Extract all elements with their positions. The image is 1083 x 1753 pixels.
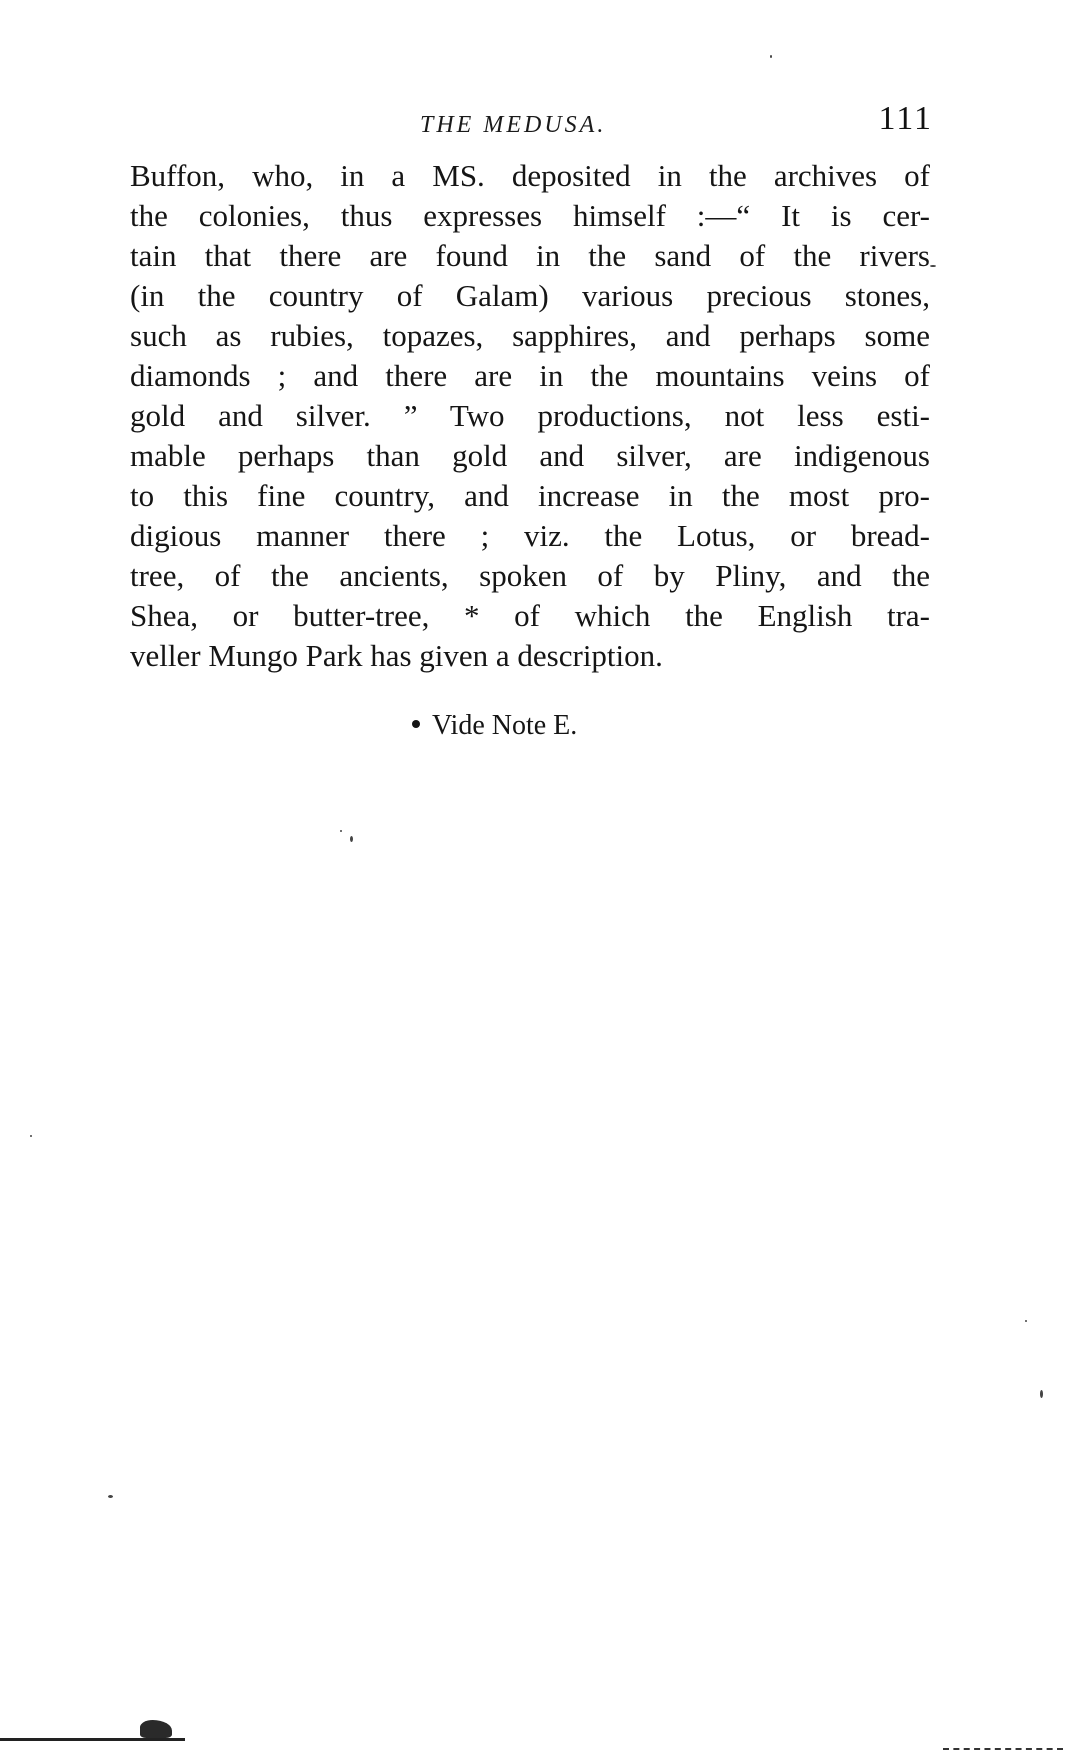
body-line: diamonds ; and there are in the mountains veins of [130,358,930,393]
body-line: tree, of the ancients, spoken of by Pliny, and the [130,558,930,593]
body-line: Buffon, who, in a MS. deposited in the archives of [130,158,930,193]
body-line: Shea, or butter-tree, * of which the English tra- [130,598,930,633]
running-title: THE MEDUSA. [420,112,607,138]
body-paragraph [130,156,930,676]
body-line: gold and silver. ” Two productions, not less esti- [130,398,930,433]
body-line: the colonies, thus expresses himself :—“ It is cer- [130,198,930,233]
ink-blot [140,1720,172,1738]
body-line: mable perhaps than gold and silver, are indigenous [130,438,930,473]
page-number: 111 [878,100,933,137]
body-line: digious manner there ; viz. the Lotus, or bread- [130,518,930,553]
footnote-text: Vide Note E. [432,710,578,741]
scan-speck [930,265,936,267]
scan-speck [30,1135,32,1137]
footnote [412,710,577,742]
bottom-left-rule [0,1738,185,1741]
body-line: such as rubies, topazes, sapphires, and perhaps some [130,318,930,353]
body-line: veller Mungo Park has given a description. [130,638,663,673]
body-line: tain that there are found in the sand of the rivers [130,238,930,273]
scan-speck [350,836,353,842]
scan-speck [1025,1320,1027,1322]
scan-speck [340,830,342,832]
scan-speck [108,1495,113,1498]
body-line: (in the country of Galam) various precious stones, [130,278,930,313]
body-line: to this fine country, and increase in the most pro- [130,478,930,513]
footnote-bullet-icon [412,720,420,728]
scan-speck [1040,1390,1043,1398]
bottom-right-rule [943,1748,1063,1750]
scan-speck [770,55,772,58]
